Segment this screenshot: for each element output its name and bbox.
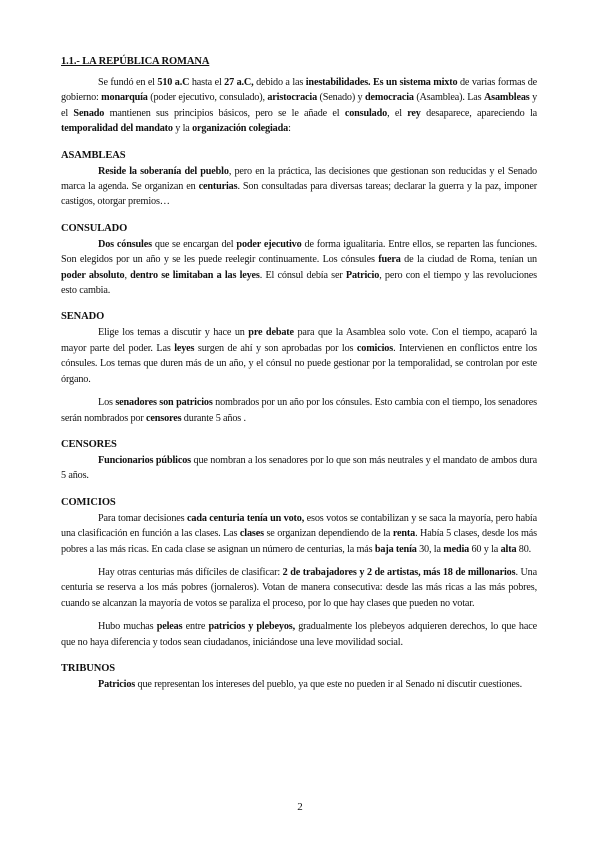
section-censores [61, 439, 537, 484]
text-run: mantienen sus principios básicos, pero se le añade el [104, 107, 345, 119]
text-run: que se encargan del [151, 238, 237, 250]
text-run: , el [387, 107, 408, 119]
bold-text-run: temporalidad del mandato [61, 123, 173, 135]
bold-text-run: dentro se limitaban a las leyes [130, 269, 260, 281]
section-paragraph [61, 453, 537, 484]
text-run: desaparece, apareciendo la [420, 107, 538, 119]
section-paragraph [61, 325, 537, 387]
text-run: Elige los temas a discutir y hace un [98, 327, 249, 339]
text-run: . Una centuria se reserva a los más pobres (jornaleros). Votan de manera consecutiva: desde las más ricas a las más pobres, cuando se alcanzan la mayoría de votos se paraliza el proceso, por lo que hay clases que pueden no votar. [61, 566, 537, 609]
bold-text-run: poder ejecutivo [236, 238, 302, 250]
section-comicios [61, 497, 537, 650]
section-tribunos [61, 663, 537, 692]
bold-text-run: fuera [378, 254, 401, 266]
text-run: . Intervienen en conflictos entre los cónsules. Los temas que duren más de un año, y el cónsul no puede gestionar por la temporalidad, se controlan por este órgano. [61, 342, 537, 385]
bold-text-run: Dos cónsules [98, 238, 152, 250]
sections-container [61, 150, 537, 693]
bold-text-run: patricios y plebeyos, [208, 621, 295, 633]
bold-text-run: rey [407, 107, 421, 119]
text-run: : [288, 123, 291, 135]
text-run: durante 5 años . [181, 412, 246, 424]
text-run: 60 y la [469, 543, 501, 555]
text-run: Hay otras centurias más difíciles de clasificar: [98, 566, 283, 578]
text-run: de varias formas de gobierno: [61, 77, 538, 104]
bold-text-run: comicios [356, 342, 394, 354]
bold-text-run: cada centuria tenía un voto, [187, 512, 305, 524]
text-run: (Asamblea). Las [413, 92, 484, 104]
document-title: 1.1.- LA REPÚBLICA ROMANA [61, 56, 210, 67]
section-paragraph [61, 395, 537, 426]
section-heading: CENSORES [61, 438, 117, 450]
section-paragraph [61, 619, 537, 650]
text-run: y la [172, 123, 193, 135]
section-paragraph [61, 237, 537, 299]
text-run: , [124, 269, 131, 281]
bold-text-run: clases [239, 528, 264, 540]
bold-text-run: peleas [156, 621, 183, 633]
section-heading: COMICIOS [61, 496, 116, 508]
bold-text-run: consulado [344, 107, 388, 119]
bold-text-run: Funcionarios públicos [98, 454, 191, 466]
intro-paragraph [61, 75, 537, 137]
bold-text-run: senadores son patricios [115, 397, 213, 409]
section-heading: TRIBUNOS [61, 662, 116, 674]
text-run: entre [182, 621, 209, 633]
text-run: que representan los intereses del pueblo, ya que este no pueden ir al Senado ni discutir cuestiones. [135, 678, 522, 690]
text-run: Se fundó en el [98, 77, 158, 88]
section-paragraph [61, 677, 537, 692]
text-run: 80. [516, 543, 532, 555]
section-paragraph [61, 511, 537, 557]
text-run: que nombran a los senadores por lo que son más neutrales y el mandato de ambos dura 5 años. [61, 454, 537, 482]
bold-text-run: aristocracia [267, 92, 318, 104]
bold-text-run: leyes [174, 342, 195, 354]
bold-text-run: media [443, 543, 470, 555]
text-run: para que la Asamblea solo vote. Con el tiempo, acaparó la mayor parte del poder. Las [61, 327, 538, 354]
text-run: nombrados por un año por los cónsules. Esto cambia con el tiempo, los senadores serán nombrados por [61, 397, 537, 424]
text-run: de la ciudad de Roma, tenían un [400, 254, 537, 266]
text-run: debido a las [253, 77, 306, 88]
bold-text-run: democracia [364, 92, 414, 104]
bold-text-run: inestabilidades. [305, 77, 371, 88]
bold-text-run: Patricios [98, 678, 136, 690]
text-run: Para tomar decisiones [98, 512, 188, 524]
text-run: Los [98, 397, 116, 409]
section-paragraph [61, 164, 537, 210]
section-heading: CONSULADO [61, 222, 128, 234]
bold-text-run: alta [500, 543, 517, 555]
bold-text-run: organización colegiada [192, 123, 289, 135]
text-run: gradualmente los plebeyos adquieren derechos, lo que hace que no haya diferencia y todos sean ciudadanos, iniciándose una leve movilidad social. [61, 621, 537, 648]
bold-text-run: Reside la soberanía del pueblo [98, 165, 229, 177]
bold-text-run: 510 a.C [157, 77, 190, 88]
bold-text-run: Es un [372, 77, 400, 88]
text-run: esos votos se contabilizan y se saca la mayoría, pero había una clasificación en función a las clases. Las [61, 512, 537, 540]
bold-text-run: sistema mixto [399, 77, 458, 88]
bold-text-run: baja tenía [374, 543, 417, 555]
section-senado [61, 311, 537, 425]
section-heading: ASAMBLEAS [61, 149, 126, 161]
text-run: 30, la [416, 543, 444, 555]
text-run: . El cónsul debía ser [259, 269, 346, 281]
bold-text-run: centurias [198, 181, 238, 193]
section-asambleas [61, 150, 537, 210]
bold-text-run: Asambleas [483, 92, 530, 104]
bold-text-run: renta [392, 528, 416, 540]
text-run: de forma igualitaria. Entre ellos, se reparten las funciones. Son elegidos por un año y se les puede reelegir continuamente. Los cónsules [61, 238, 537, 266]
text-run: Hubo muchas [98, 621, 157, 633]
document-page [61, 56, 537, 692]
text-run: se organizan dependiendo de la [263, 528, 393, 540]
bold-text-run: 2 de trabajadores y 2 de artistas, más 18 de millonarios [282, 566, 516, 578]
section-consulado [61, 223, 537, 299]
text-run: . Son consultadas para diversas tareas; declarar la guerra y la paz, imponer castigos, otorgar premios… [61, 181, 537, 208]
bold-text-run: poder absoluto [61, 269, 125, 281]
bold-text-run: pre debate [248, 327, 294, 339]
bold-text-run: Patricio [345, 269, 380, 281]
text-run: (Senado) y [317, 92, 365, 104]
text-run: hasta el [189, 77, 225, 88]
section-paragraph [61, 565, 537, 611]
bold-text-run: monarquía [101, 92, 148, 104]
page-number: 2 [297, 801, 303, 813]
bold-text-run: Senado [73, 107, 105, 119]
text-run: y el [61, 92, 538, 119]
section-heading: SENADO [61, 311, 105, 323]
text-run: , pero en la práctica, las decisiones que gestionan son reducidas y el Senado marca la agenda. Se organizan en [61, 165, 537, 193]
bold-text-run: censores [146, 412, 182, 424]
text-run: . Había 5 clases, desde los más pobres a las más ricas. En cada clase se asignan un número de centurias, la más [61, 528, 537, 555]
bold-text-run: 27 a.C, [224, 77, 254, 88]
text-run: (poder ejecutivo, consulado), [147, 92, 268, 104]
text-run: , pero con el tiempo y las revoluciones esto cambia. [61, 269, 537, 297]
text-run: surgen de ahí y son aprobadas por los [194, 342, 357, 354]
